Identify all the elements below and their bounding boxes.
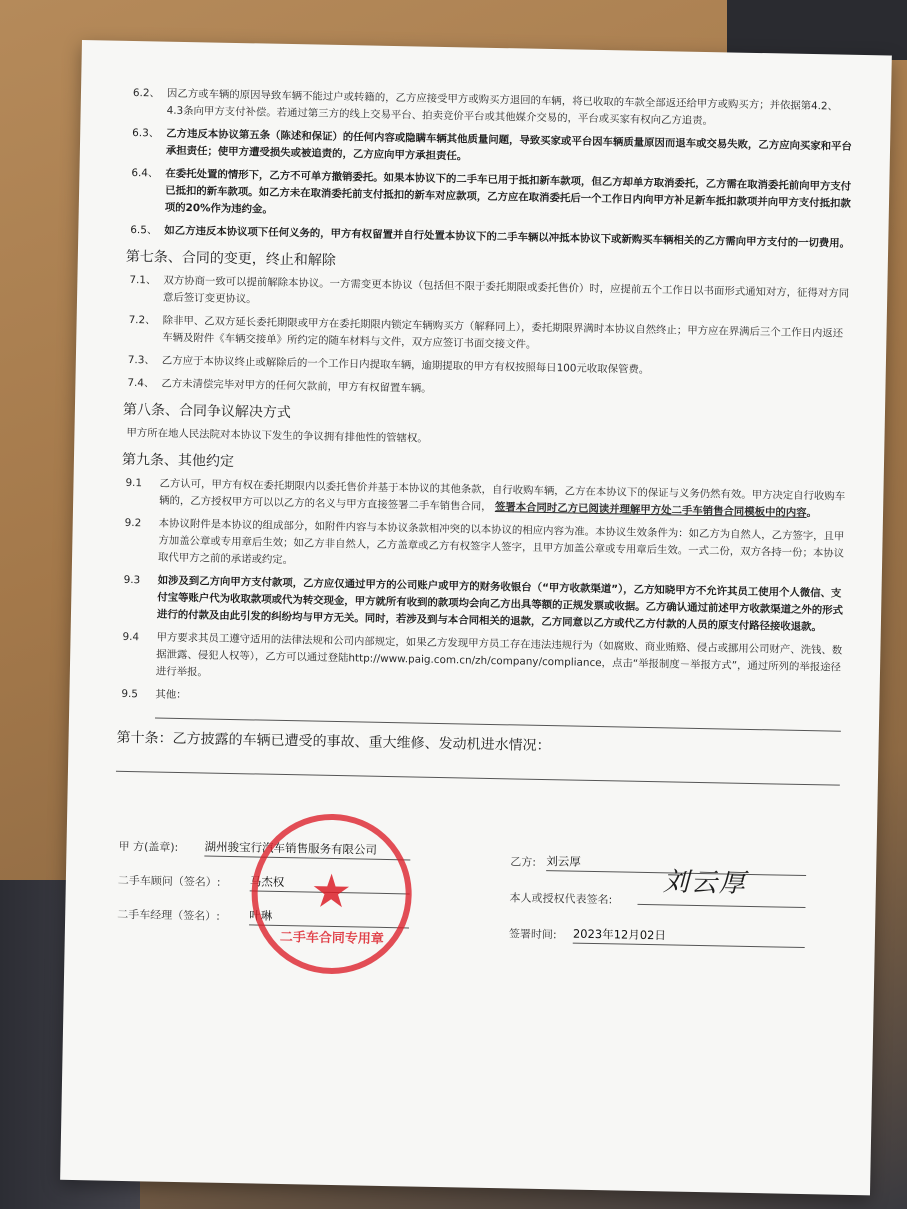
clause-text: 其他： bbox=[155, 688, 187, 702]
blank-line bbox=[116, 771, 840, 786]
clause-text: 如乙方违反本协议项下任何义务的，甲方有权留置并自行处置本协议下的二手车辆以冲抵本协议下或新购买车辆相关的乙方需向甲方支付的一切费用。 bbox=[164, 224, 851, 250]
party-a-label: 甲 方(盖章): bbox=[118, 839, 179, 854]
clause-number: 6.4、 bbox=[131, 166, 159, 180]
clause-number: 7.4、 bbox=[127, 376, 155, 390]
party-b-label: 乙方: bbox=[510, 855, 537, 869]
section7-heading: 第七条、合同的变更，终止和解除 bbox=[125, 248, 336, 269]
section8-heading: 第八条、合同争议解决方式 bbox=[122, 401, 292, 422]
clause-number: 9.5 bbox=[121, 687, 139, 701]
clause-text: 因乙方或车辆的原因导致车辆不能过户或转籍的，乙方应接受甲方或购买方退回的车辆，将已收取的车款全部返还给甲方或购买方；并依据第4.2、4.3条向甲方支付补偿。若通过第三方的线上交易平台、拍卖竞价平台或其他媒介交易的，平台或买家有权向乙方追责。 bbox=[166, 87, 839, 128]
clause-text: 甲方要求其员工遵守适用的法律法规和公司内部规定，如果乙方发现甲方员工存在违法违规行为（如腐败、商业贿赂、侵占或挪用公司财产、洗钱、数据泄露、侵犯人权等），乙方可以通过登陆http://www.paig.com.cn/zh/company/compliance，点击“举报制度－举报方式”，通过所列的举报途径进行举报。 bbox=[155, 631, 843, 679]
s7-clause bbox=[129, 272, 850, 320]
clauses-section7 bbox=[127, 272, 849, 406]
clause-number: 7.3、 bbox=[127, 353, 155, 367]
clause-text-end: 。 bbox=[806, 506, 818, 520]
clause-9-1 bbox=[125, 475, 846, 523]
seal-text: 二手车合同专用章 bbox=[279, 929, 384, 947]
manager-value: 叶琳 bbox=[249, 907, 409, 928]
s7-clause bbox=[128, 312, 849, 360]
clause-text: 本协议附件是本协议的组成部分，如附件内容与本协议条款相冲突的以本协议的相应内容为准。本协议生效条件为：如乙方为自然人，乙方签字，且甲方加盖公章或专用章后生效；如乙方非自然人，乙方盖章或乙方有权签字人签字，且甲方加盖公章或专用章后生效。一式二份，双方各持一份；本协议取代甲方之前的承诺或约定。 bbox=[157, 517, 845, 567]
s6-clause bbox=[132, 125, 853, 173]
clause-number: 9.4 bbox=[122, 630, 140, 644]
representative-label: 本人或授权代表签名: bbox=[509, 891, 613, 907]
date-label: 签署时间: bbox=[508, 927, 557, 942]
contract-page bbox=[60, 40, 892, 1195]
clause-text: 在委托处置的情形下，乙方不可单方撤销委托。如果本协议下的二手车已用于抵扣新车款项，但乙方却单方取消委托，乙方需在取消委托前向甲方支付已抵扣的新车款项。如乙方未在取消委托前支付抵扣的新车对应款项，乙方应在取消委托后一个工作日内向甲方补足新车抵扣款项并向甲方支付抵扣款项的20%作为违约金。 bbox=[164, 167, 852, 216]
blank-line bbox=[155, 718, 841, 732]
clause-text: 乙方违反本协议第五条（陈述和保证）的任何内容或隐瞒车辆其他质量问题，导致买家或平台因车辆质量原因而退车或交易失败，乙方应向买家和平台承担责任；使甲方遭受损失或被追责的，乙方应向甲方承担责任。 bbox=[165, 127, 852, 163]
clause-number: 9.1 bbox=[125, 476, 143, 490]
company-seal bbox=[250, 812, 413, 975]
section8-text: 甲方所在地人民法院对本协议下发生的争议拥有排他性的管辖权。 bbox=[126, 426, 428, 445]
star-icon: ★ bbox=[310, 863, 353, 919]
clause-text: 乙方认可，甲方有权在委托期限内以委托售价并基于本协议的其他条款，自行收购车辆，乙方在本协议下的保证与义务仍然有效。甲方决定自行收购车辆的，乙方授权甲方可以以乙方的名义与甲方直接签署二手车销售合同， bbox=[159, 477, 846, 513]
clause-9-3 bbox=[123, 572, 844, 637]
clause-9-2 bbox=[124, 515, 845, 580]
clause-number: 9.3 bbox=[123, 573, 141, 587]
clause-text: 乙方未清偿完毕对甲方的任何欠款前，甲方有权留置车辆。 bbox=[161, 377, 432, 395]
manager-label: 二手车经理（签名）: bbox=[117, 907, 221, 923]
clause-text: 如涉及到乙方向甲方支付款项，乙方应仅通过甲方的公司账户或甲方的财务收银台（“甲方收款渠道”），乙方知晓甲方不允许其员工使用个人微信、支付宝等账户代为收取款项或代为转交现金，甲方就所有收到的款项均会向乙方出具等额的正规发票或收据。乙方确认通过前述甲方收款渠道之外的形式进行的付款及由此引发的纠纷均与甲方无关。同时，若涉及到与本合同相关的退款，乙方同意以乙方或代乙方付款的人员的原支付路径接收退款。 bbox=[156, 574, 844, 634]
contract-content bbox=[116, 85, 854, 1018]
clause-text: 除非甲、乙双方延长委托期限或甲方在委托期限内锁定车辆购买方（解释同上），委托期限界满时本协议自然终止；甲方应在界满后三个工作日内返还车辆及附件《车辆交接单》所约定的随车材料与文件，双方应签订书面交接文件。 bbox=[162, 314, 844, 351]
section10-heading: 第十条：乙方披露的车辆已遭受的事故、重大维修、发动机进水情况： bbox=[116, 729, 551, 755]
clause-number: 7.2、 bbox=[128, 313, 156, 327]
date-value: 2023年12月02日 bbox=[573, 926, 805, 948]
clauses-section6 bbox=[130, 85, 853, 253]
clause-number: 9.2 bbox=[124, 516, 142, 530]
signature-area bbox=[116, 784, 840, 1018]
clause-number: 6.5、 bbox=[130, 223, 158, 237]
advisor-label: 二手车顾问（签名）: bbox=[117, 873, 221, 889]
clause-text: 乙方应于本协议终止或解除后的一个工作日内提取车辆，逾期提取的甲方有权按照每日100元收取保管费。 bbox=[161, 354, 650, 376]
clause-text: 双方协商一致可以提前解除本协议。一方需变更本协议（包括但不限于委托期限或委托售价）时，应提前五个工作日以书面形式通知对方，征得对方同意后签订变更协议。 bbox=[162, 274, 850, 306]
s6-clause bbox=[131, 165, 852, 230]
representative-line bbox=[638, 904, 806, 908]
clause-text-emphasis: 签署本合同时乙方已阅读并理解甲方处二手车销售合同模板中的内容 bbox=[494, 501, 807, 519]
s6-clause bbox=[132, 85, 853, 133]
advisor-value: 马杰权 bbox=[250, 873, 410, 894]
clause-number: 6.3、 bbox=[132, 126, 160, 140]
section9-heading: 第九条、其他约定 bbox=[121, 451, 235, 470]
handwritten-signature: 刘云厚 bbox=[662, 867, 748, 899]
party-a-value: 湖州骏宝行汽车销售服务有限公司 bbox=[204, 839, 410, 861]
party-b-value: 刘云厚 bbox=[546, 853, 806, 876]
clause-9-4 bbox=[122, 629, 843, 694]
keyboard-edge bbox=[727, 0, 907, 60]
clause-number: 7.1、 bbox=[129, 273, 157, 287]
clause-number: 6.2、 bbox=[132, 86, 161, 100]
